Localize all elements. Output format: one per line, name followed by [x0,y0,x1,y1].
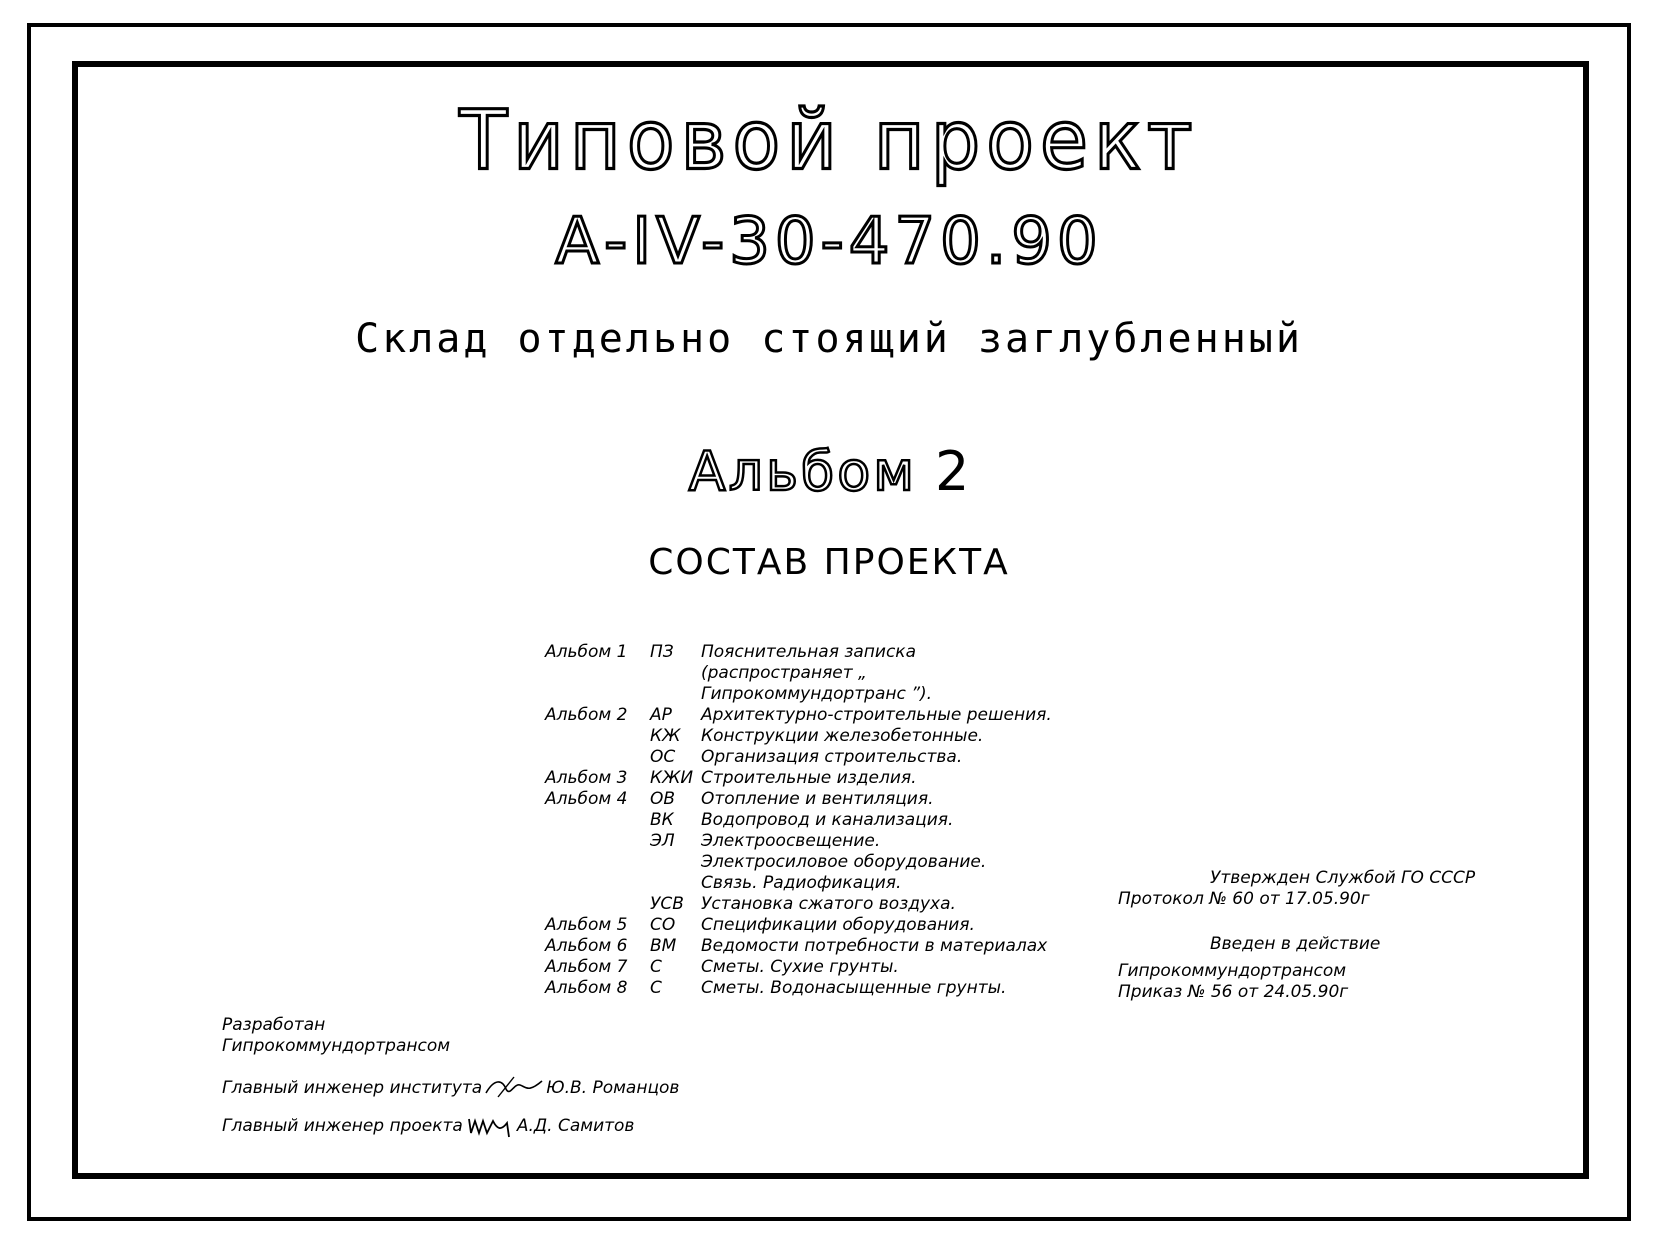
composition-album: Альбом 2 [545,705,628,725]
composition-code: УСВ [650,894,684,914]
project-code: А-IV-30-470.90 [555,205,1103,279]
composition-album: Альбом 6 [545,936,628,956]
chief-institute-row [222,1075,742,1101]
composition-album: Альбом 8 [545,978,628,998]
composition-row [545,915,1065,936]
composition-text: Конструкции железобетонные. [701,726,984,746]
composition-row [545,894,1065,915]
signature-samitov [465,1113,515,1139]
composition-text: Спецификации оборудования. [701,915,975,935]
composition-album: Альбом 3 [545,768,628,788]
album-heading [0,440,1658,503]
developed-by: Разработан [222,1015,326,1035]
composition-row [545,810,1065,831]
composition-row [545,789,1065,810]
composition-text: Сметы. Сухие грунты. [701,957,899,977]
order-line: Приказ № 56 от 24.05.90г [1118,982,1349,1002]
chief-project-row [222,1113,742,1139]
composition-row [545,768,1065,789]
composition-text: Ведомости потребности в материалах [701,936,1048,956]
composition-album [545,726,650,747]
composition-row [545,936,1065,957]
project-subtitle: Склад отдельно стоящий заглубленный [355,316,1303,362]
developer-org: Гипрокоммундортрансом [222,1036,451,1056]
composition-code: АР [650,705,672,725]
enacting-org: Гипрокоммундортрансом [1118,961,1347,981]
composition-heading: СОСТАВ ПРОЕКТА [648,542,1010,583]
composition-text: Установка сжатого воздуха. [701,894,956,914]
composition-row [545,705,1065,726]
chief-institute-role: Главный инженер института [222,1077,483,1098]
enacted-line: Введен в действие [1210,934,1381,954]
composition-text: Строительные изделия. [701,768,917,788]
composition-code: ПЗ [650,642,674,662]
approval-block [1118,868,1498,1003]
composition-text: Архитектурно-строительные решения. [701,705,1052,725]
composition-text: Водопровод и канализация. [701,810,954,830]
composition-row [545,978,1065,999]
composition-text: Отопление и вентиляция. [701,789,934,809]
composition-code: СО [650,915,676,935]
composition-code: ВК [650,810,674,830]
composition-code: ОВ [650,789,676,809]
composition-album: Альбом 1 [545,642,628,662]
composition-code: ЭЛ [650,831,675,851]
signature-romantsov [484,1075,544,1101]
chief-project-role: Главный инженер проекта [222,1115,463,1136]
composition-row [545,831,1065,894]
composition-row [545,642,1065,705]
composition-code: С [650,978,662,998]
protocol-line: Протокол № 60 от 17.05.90г [1118,889,1370,909]
composition-row [545,957,1065,978]
composition-album: Альбом 5 [545,915,628,935]
composition-album [545,831,650,894]
album-number: 2 [935,440,970,503]
composition-album [545,894,650,915]
composition-text: Электроосвещение. Электросиловое оборудование. Связь. Радиофикация. [701,831,987,893]
composition-code: КЖ [650,726,681,746]
composition-text: Организация строительства. [701,747,963,767]
composition-code: С [650,957,662,977]
composition-album: Альбом 4 [545,789,628,809]
approved-by: Утвержден Службой ГО СССР [1210,868,1476,888]
composition-row [545,726,1065,747]
composition-album [545,747,650,768]
composition-text: Сметы. Водонасыщенные грунты. [701,978,1007,998]
developer-block [222,1015,742,1139]
composition-album: Альбом 7 [545,957,628,977]
composition-list [545,642,1065,999]
composition-album [545,810,650,831]
chief-institute-name: Ю.В. Романцов [546,1077,680,1098]
chief-project-name: А.Д. Самитов [516,1115,635,1136]
document-title: Типовой проект [459,93,1199,189]
composition-text: Пояснительная записка (распространяет „ Гипрокоммундортранс ”). [701,642,933,704]
album-word: Альбом [688,440,917,503]
composition-code: КЖИ [650,768,694,788]
composition-code: ОС [650,747,676,767]
composition-code: ВМ [650,936,677,956]
composition-row [545,747,1065,768]
